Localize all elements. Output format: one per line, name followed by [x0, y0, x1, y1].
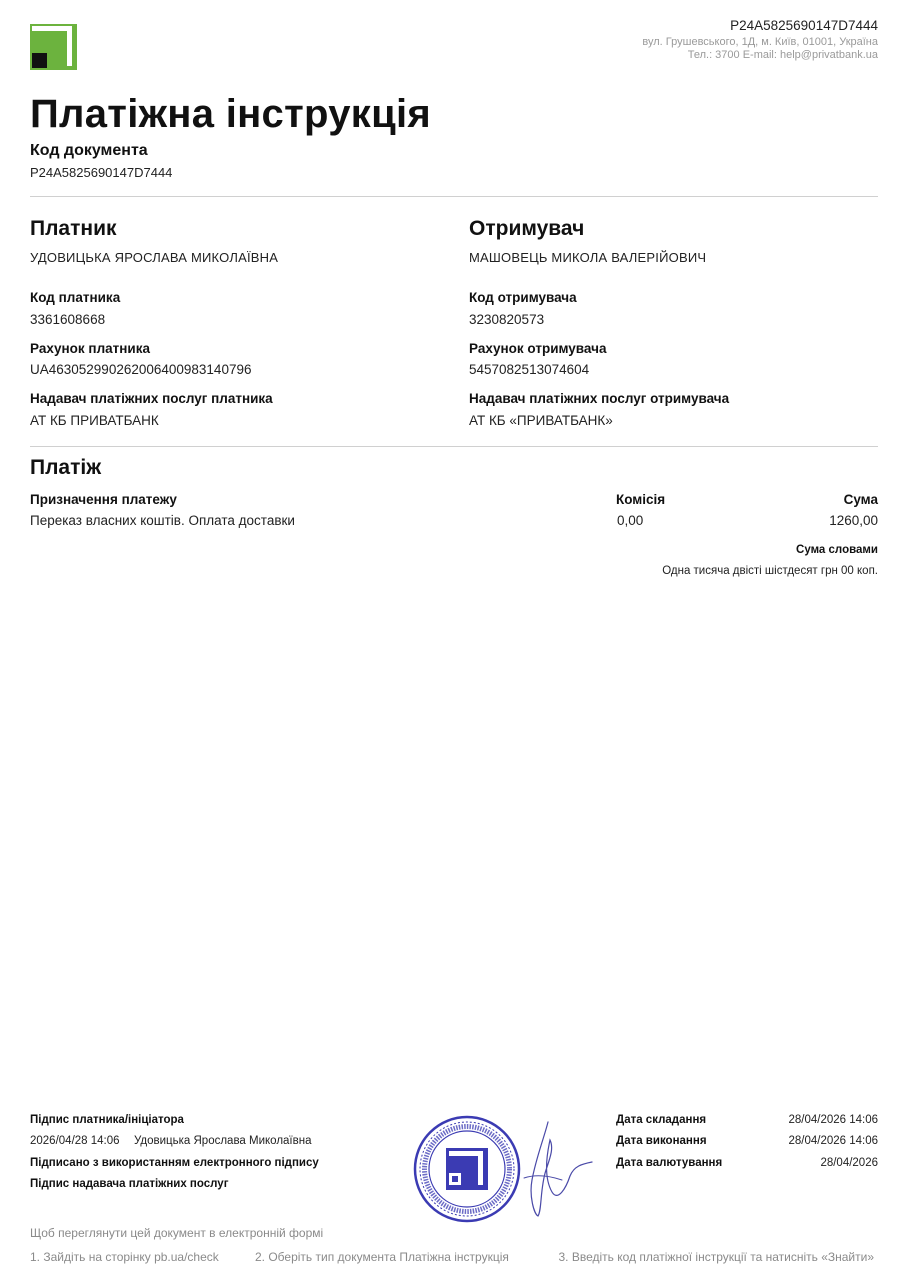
recipient-provider-label: Надавач платіжних послуг отримувача — [469, 391, 730, 406]
recipient-name: МАШОВЕЦЬ МИКОЛА ВАЛЕРІЙОВИЧ — [469, 250, 707, 265]
divider — [30, 196, 878, 197]
payer-heading: Платник — [30, 217, 117, 240]
created-date: 28/04/2026 14:06 — [788, 1114, 878, 1126]
document-code-label: Код документа — [30, 142, 148, 159]
divider — [30, 446, 878, 447]
footer-step-2: 2. Оберіть тип документа Платіжна інструкція — [255, 1250, 509, 1264]
payer-provider: АТ КБ ПРИВАТБАНК — [30, 413, 159, 428]
footer-step-3: 3. Введіть код платіжної інструкції та натисніть «Знайти» — [558, 1250, 874, 1264]
header-contacts — [642, 36, 878, 62]
commission-value: 0,00 — [617, 513, 644, 528]
payer-code: 3361608668 — [30, 312, 106, 327]
handwritten-signature-icon — [514, 1118, 594, 1220]
payer-signature-label: Підпис платника/ініціатора — [30, 1114, 184, 1126]
bank-address: вул. Грушевського, 1Д, м. Київ, 01001, Україна — [642, 36, 878, 48]
value-date: 28/04/2026 — [820, 1157, 878, 1169]
recipient-code-label: Код отримувача — [469, 290, 577, 305]
purpose-label: Призначення платежу — [30, 492, 177, 507]
amount-words: Одна тисяча двісті шістдесят грн 00 коп. — [662, 565, 878, 577]
payment-heading: Платіж — [30, 456, 102, 479]
amount-label: Сума — [843, 492, 878, 507]
payer-account-label: Рахунок платника — [30, 341, 150, 356]
provider-signature-label: Підпис надавача платіжних послуг — [30, 1178, 229, 1190]
payer-name: УДОВИЦЬКА ЯРОСЛАВА МИКОЛАЇВНА — [30, 250, 279, 265]
value-date-label: Дата валютування — [616, 1157, 723, 1169]
payer-account: UA463052990262006400983140796 — [30, 362, 252, 377]
executed-date: 28/04/2026 14:06 — [788, 1135, 878, 1147]
amount-value: 1260,00 — [829, 513, 878, 528]
footer-step-1: 1. Зайдіть на сторінку pb.ua/check — [30, 1250, 219, 1264]
recipient-account-label: Рахунок отримувача — [469, 341, 607, 356]
document-title: Платіжна інструкція — [30, 92, 432, 136]
commission-label: Комісія — [616, 492, 666, 507]
bank-contacts: Тел.: 3700 E-mail: help@privatbank.ua — [687, 49, 878, 61]
privatbank-logo — [30, 24, 77, 70]
recipient-account: 5457082513074604 — [469, 362, 590, 377]
signature-datetime: 2026/04/28 14:06 — [30, 1135, 120, 1147]
document-code-value: P24A5825690147D7444 — [30, 165, 173, 180]
bank-stamp-icon — [412, 1114, 522, 1224]
esign-note: Підписано з використанням електронного підпису — [30, 1157, 319, 1169]
recipient-heading: Отримувач — [469, 217, 585, 240]
payer-code-label: Код платника — [30, 290, 121, 305]
amount-words-label: Сума словами — [796, 544, 878, 556]
footer-intro: Щоб переглянути цей документ в електронній формі — [30, 1226, 324, 1240]
signer-name: Удовицька Ярослава Миколаївна — [134, 1135, 312, 1147]
created-date-label: Дата складання — [616, 1114, 707, 1126]
recipient-code: 3230820573 — [469, 312, 545, 327]
header-document-code: P24A5825690147D7444 — [730, 18, 878, 33]
payer-provider-label: Надавач платіжних послуг платника — [30, 391, 273, 406]
purpose-value: Переказ власних коштів. Оплата доставки — [30, 513, 295, 528]
recipient-provider: АТ КБ «ПРИВАТБАНК» — [469, 413, 613, 428]
executed-date-label: Дата виконання — [616, 1135, 707, 1147]
